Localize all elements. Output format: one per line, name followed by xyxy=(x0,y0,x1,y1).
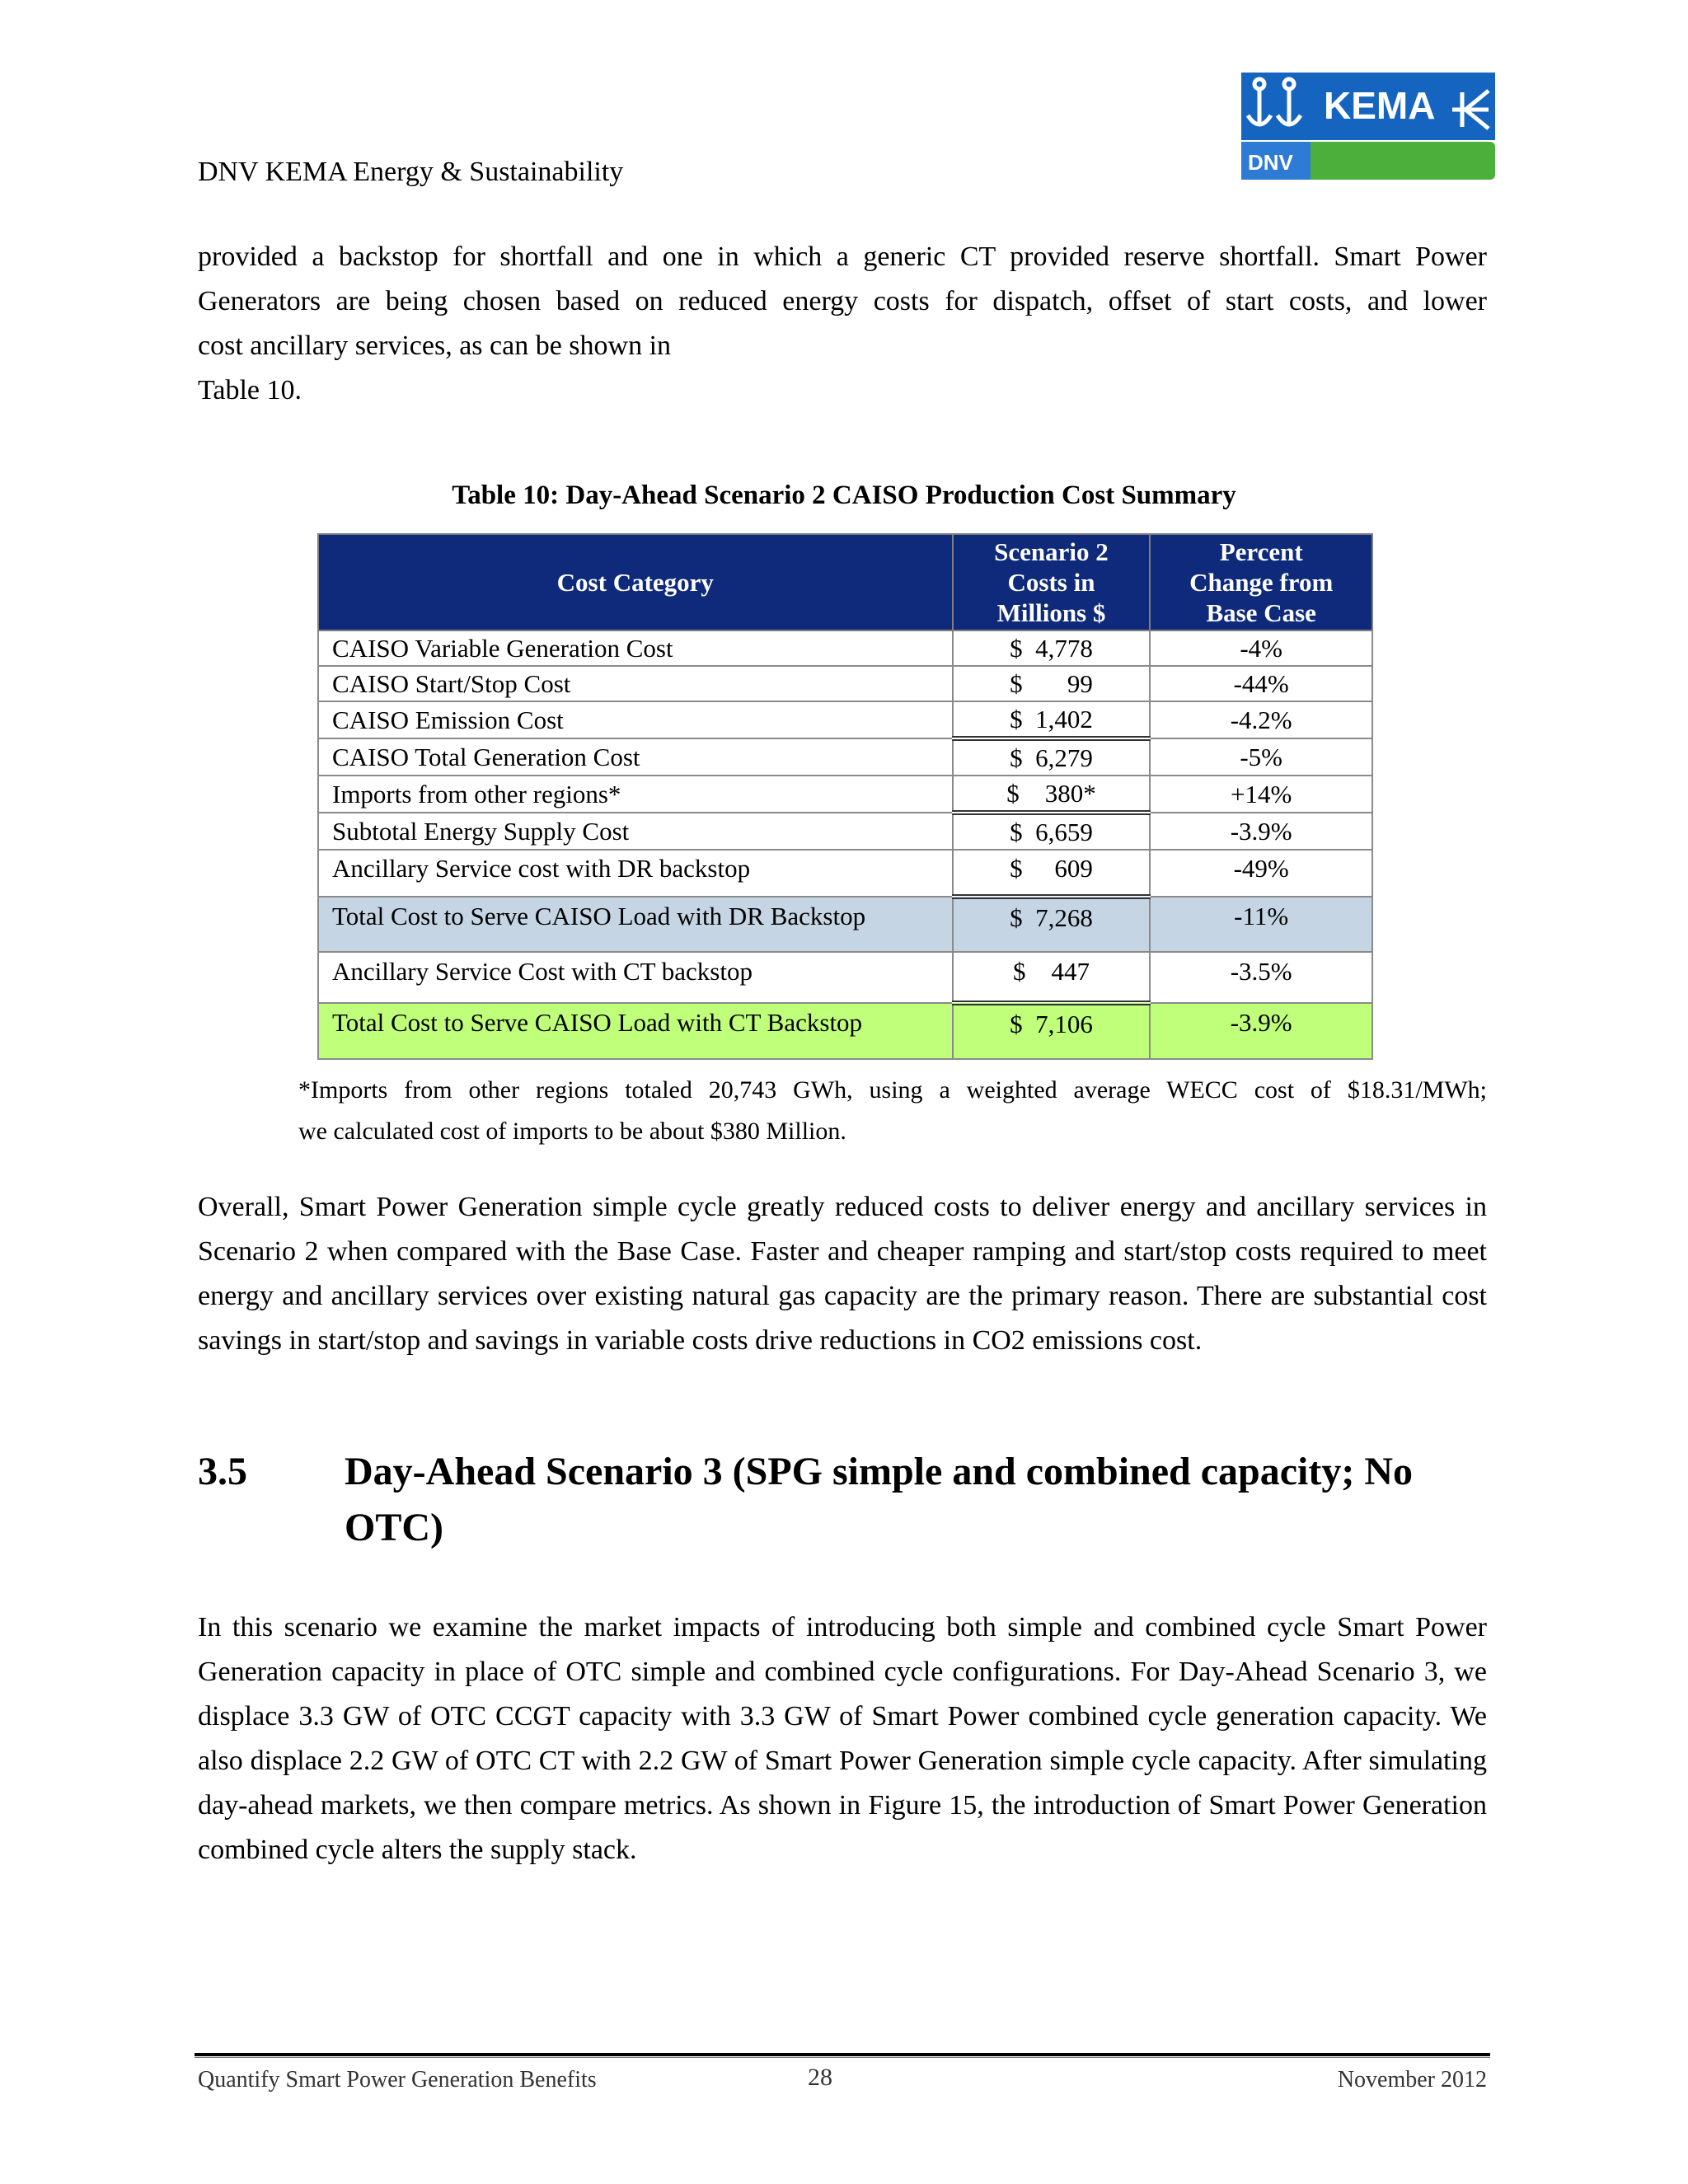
organization-name: DNV KEMA Energy & Sustainability xyxy=(198,157,624,187)
row-change: -3.9% xyxy=(1150,1003,1372,1059)
section-title: Day-Ahead Scenario 3 (SPG simple and combined capacity; No OTC) xyxy=(345,1450,1413,1549)
row-category: Ancillary Service cost with DR backstop xyxy=(318,850,953,897)
row-cost: $ 7,106 xyxy=(953,1003,1151,1059)
row-change: -11% xyxy=(1150,897,1372,952)
table-row xyxy=(318,952,1372,1003)
header-scenario-costs: Scenario 2 Costs in Millions $ xyxy=(953,534,1151,630)
row-change: -3.9% xyxy=(1150,813,1372,850)
table-row xyxy=(318,776,1372,813)
svg-text:DNV: DNV xyxy=(1248,150,1293,175)
svg-text:KEMA: KEMA xyxy=(1324,84,1436,127)
header-cost-category: Cost Category xyxy=(318,534,953,630)
intro-line: Table 10. xyxy=(198,375,302,405)
row-category: Imports from other regions* xyxy=(318,776,953,813)
row-change: +14% xyxy=(1150,776,1372,813)
row-cost: $ 6,659 xyxy=(953,813,1151,850)
table-caption: Table 10: Day-Ahead Scenario 2 CAISO Production Cost Summary xyxy=(452,480,1236,510)
footer-title: Quantify Smart Power Generation Benefits xyxy=(198,2067,597,2093)
row-cost: $ 7,268 xyxy=(953,897,1151,952)
row-change: -49% xyxy=(1150,850,1372,897)
footer-rule xyxy=(195,2053,1490,2056)
table-row-ct-total xyxy=(318,1003,1372,1059)
table-row xyxy=(318,813,1372,850)
row-cost: $ 6,279 xyxy=(953,738,1151,776)
footnote-line: *Imports from other regions totaled 20,743 GWh, using a weighted average WECC cost of $18.31/MWh; xyxy=(298,1076,1487,1104)
row-category: Total Cost to Serve CAISO Load with DR Backstop xyxy=(318,897,953,952)
row-change: -4.2% xyxy=(1150,701,1372,738)
footer-date: November 2012 xyxy=(1337,2067,1487,2093)
row-change: -4% xyxy=(1150,630,1372,666)
table-row xyxy=(318,630,1372,666)
intro-line: cost ancillary services, as can be shown in xyxy=(198,330,672,361)
cost-summary-table xyxy=(317,533,1373,1060)
row-category: Subtotal Energy Supply Cost xyxy=(318,813,953,850)
row-category: CAISO Start/Stop Cost xyxy=(318,666,953,701)
row-category: CAISO Total Generation Cost xyxy=(318,738,953,776)
row-cost: $ 447 xyxy=(953,952,1151,1003)
row-category: Total Cost to Serve CAISO Load with CT Backstop xyxy=(318,1003,953,1059)
table-row xyxy=(318,701,1372,738)
row-cost: $ 99 xyxy=(953,666,1151,701)
table-row xyxy=(318,666,1372,701)
table-footnote xyxy=(298,1070,1487,1152)
table-row-dr-total xyxy=(318,897,1372,952)
row-change: -44% xyxy=(1150,666,1372,701)
row-change: -3.5% xyxy=(1150,952,1372,1003)
row-category: CAISO Variable Generation Cost xyxy=(318,630,953,666)
page-number: 28 xyxy=(808,2064,832,2091)
section-number: 3.5 xyxy=(198,1450,247,1493)
row-cost: $ 609 xyxy=(953,850,1151,897)
table-row xyxy=(318,738,1372,776)
table-row xyxy=(318,850,1372,897)
footer-rule-thin xyxy=(195,2057,1490,2058)
row-cost: $ 380* xyxy=(953,776,1151,813)
footnote-line: we calculated cost of imports to be about $380 Million. xyxy=(298,1118,846,1145)
row-change: -5% xyxy=(1150,738,1372,776)
intro-line: Generators are being chosen based on reduced energy costs for dispatch, offset of start costs, and lower xyxy=(198,286,1487,316)
row-cost: $ 4,778 xyxy=(953,630,1151,666)
intro-paragraph xyxy=(198,235,1487,413)
row-category: Ancillary Service Cost with CT backstop xyxy=(318,952,953,1003)
table-header-row xyxy=(318,534,1372,630)
body-paragraph: In this scenario we examine the market impacts of introducing both simple and combined cycle Smart Power Generation capacity in place of OTC simple and combined cycle configurations. For Day-Ahead Scenario 3, we displace 3.3 GW of OTC CCGT capacity with 3.3 GW of Smart Power combined cycle generation capacity. We also displace 2.2 GW of OTC CT with 2.2 GW of Smart Power Generation simple cycle capacity. After simulating day-ahead markets, we then compare metrics. As shown in Figure 15, the introduction of Smart Power Generation combined cycle alters the supply stack. xyxy=(198,1612,1487,1865)
intro-line: provided a backstop for shortfall and one in which a generic CT provided reserve shortfall. Smart Power xyxy=(198,241,1487,272)
kema-dnv-logo xyxy=(1241,73,1495,180)
row-cost: $ 1,402 xyxy=(953,701,1151,738)
header-percent-change: Percent Change from Base Case xyxy=(1150,534,1372,630)
body-paragraph: Overall, Smart Power Generation simple cycle greatly reduced costs to deliver energy and ancillary services in Scenario 2 when compared with the Base Case. Faster and cheaper ramping and start/stop costs required to meet energy and ancillary services over existing natural gas capacity are the primary reason. There are substantial cost savings in start/stop and savings in variable costs drive reductions in CO2 emissions cost. xyxy=(198,1192,1487,1356)
row-category: CAISO Emission Cost xyxy=(318,701,953,738)
